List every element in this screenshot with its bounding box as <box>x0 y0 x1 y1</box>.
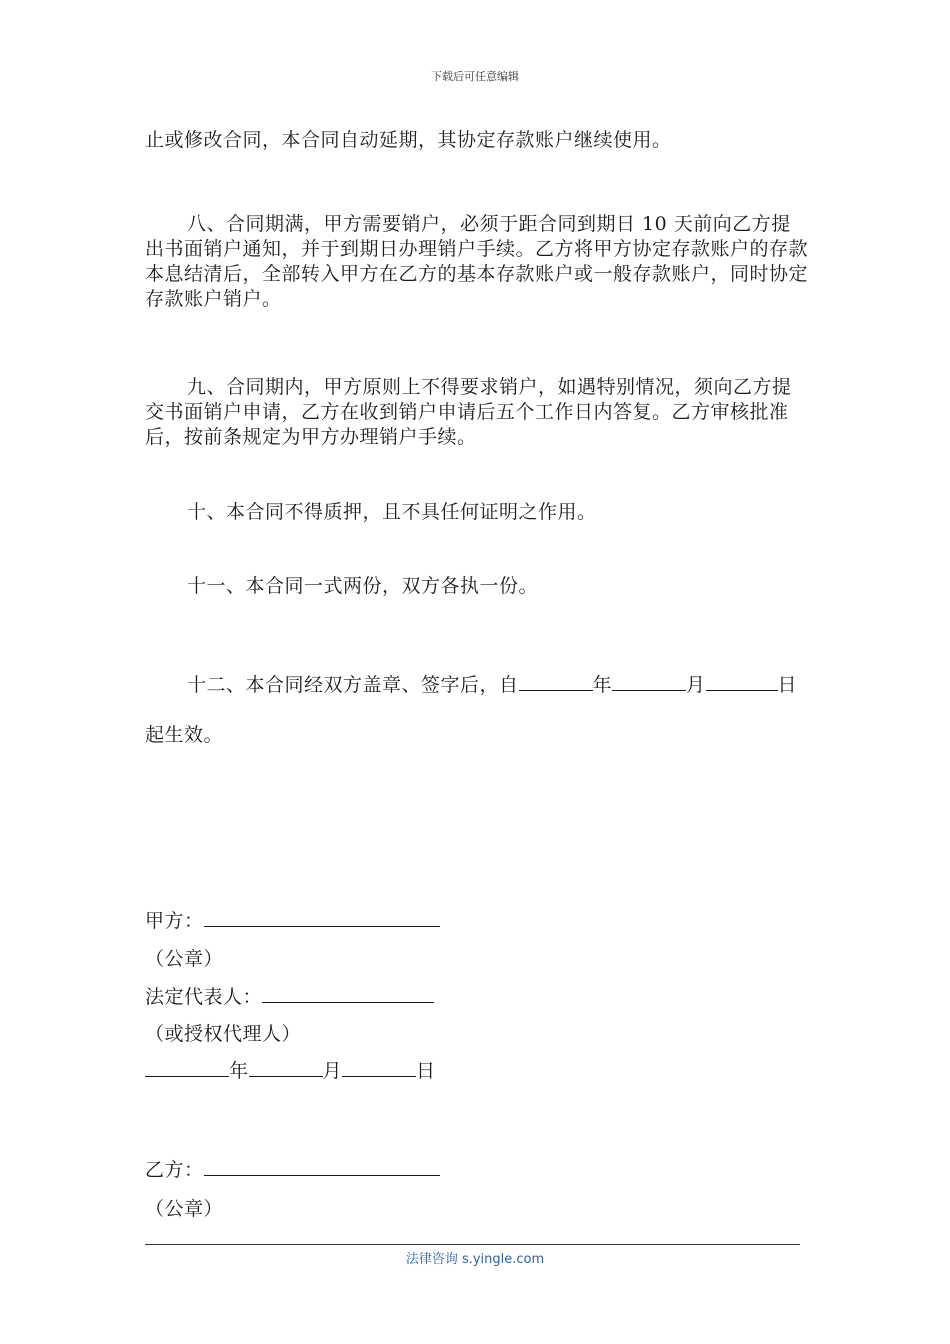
party-a-year: 年 <box>229 1060 249 1082</box>
party-a-year-blank[interactable] <box>145 1059 229 1077</box>
party-a-month: 月 <box>322 1060 343 1082</box>
party-a-date-line <box>145 1059 436 1084</box>
party-a-month-blank[interactable] <box>249 1059 323 1077</box>
party-a-day: 日 <box>416 1060 436 1082</box>
footer-link[interactable]: 法律咨询 s.yingle.com <box>405 1252 545 1267</box>
party-a-blank[interactable] <box>204 909 440 927</box>
effective-year-blank[interactable] <box>519 673 593 691</box>
party-a-line <box>145 909 440 934</box>
party-b-line <box>145 1158 440 1183</box>
clause-12 <box>145 660 810 760</box>
legal-rep-blank[interactable] <box>262 985 434 1003</box>
effective-day-blank-a[interactable] <box>706 673 758 691</box>
legal-rep-line <box>145 985 434 1010</box>
party-b-seal: （公章） <box>145 1198 224 1220</box>
effective-day-blank-b[interactable] <box>758 673 778 691</box>
clause-10: 十、本合同不得质押，且不具任何证明之作用。 <box>187 501 597 523</box>
clause-7-continuation: 止或修改合同，本合同自动延期，其协定存款账户继续使用。 <box>145 129 672 151</box>
effective-month-blank[interactable] <box>612 673 686 691</box>
footer-divider <box>145 1244 800 1245</box>
party-a-label: 甲方： <box>145 910 204 932</box>
header-note: 下载后可任意编辑 <box>431 70 519 83</box>
legal-rep-label: 法定代表人： <box>145 986 263 1008</box>
clause-11: 十一、本合同一式两份，双方各执一份。 <box>187 575 539 597</box>
clause-9: 九、合同期内，甲方原则上不得要求销户，如遇特别情况，须向乙方提交书面销户申请，乙方在收到销户申请后五个工作日内答复。乙方审核批准后，按前条规定为甲方办理销户手续。 <box>145 376 792 448</box>
clause-12-prefix: 十二、本合同经双方盖章、签字后，自 <box>187 674 519 696</box>
clause-8: 八、合同期满，甲方需要销户，必须于距合同到期日 10 天前向乙方提出书面销户通知，并于到期日办理销户手续。乙方将甲方协定存款账户的存款本息结清后，全部转入甲方在乙方的基本存款账户或一般存款账户，同时协定存款账户销户。 <box>145 213 809 310</box>
agent-note: （或授权代理人） <box>145 1023 302 1045</box>
party-b-label: 乙方： <box>145 1159 204 1181</box>
clause-12-suffix: 日起生效。 <box>145 674 798 746</box>
clause-12-month: 月 <box>686 674 706 696</box>
party-a-day-blank[interactable] <box>342 1059 416 1077</box>
party-a-seal: （公章） <box>145 948 224 970</box>
party-b-blank[interactable] <box>204 1158 440 1176</box>
clause-12-year: 年 <box>592 674 613 696</box>
